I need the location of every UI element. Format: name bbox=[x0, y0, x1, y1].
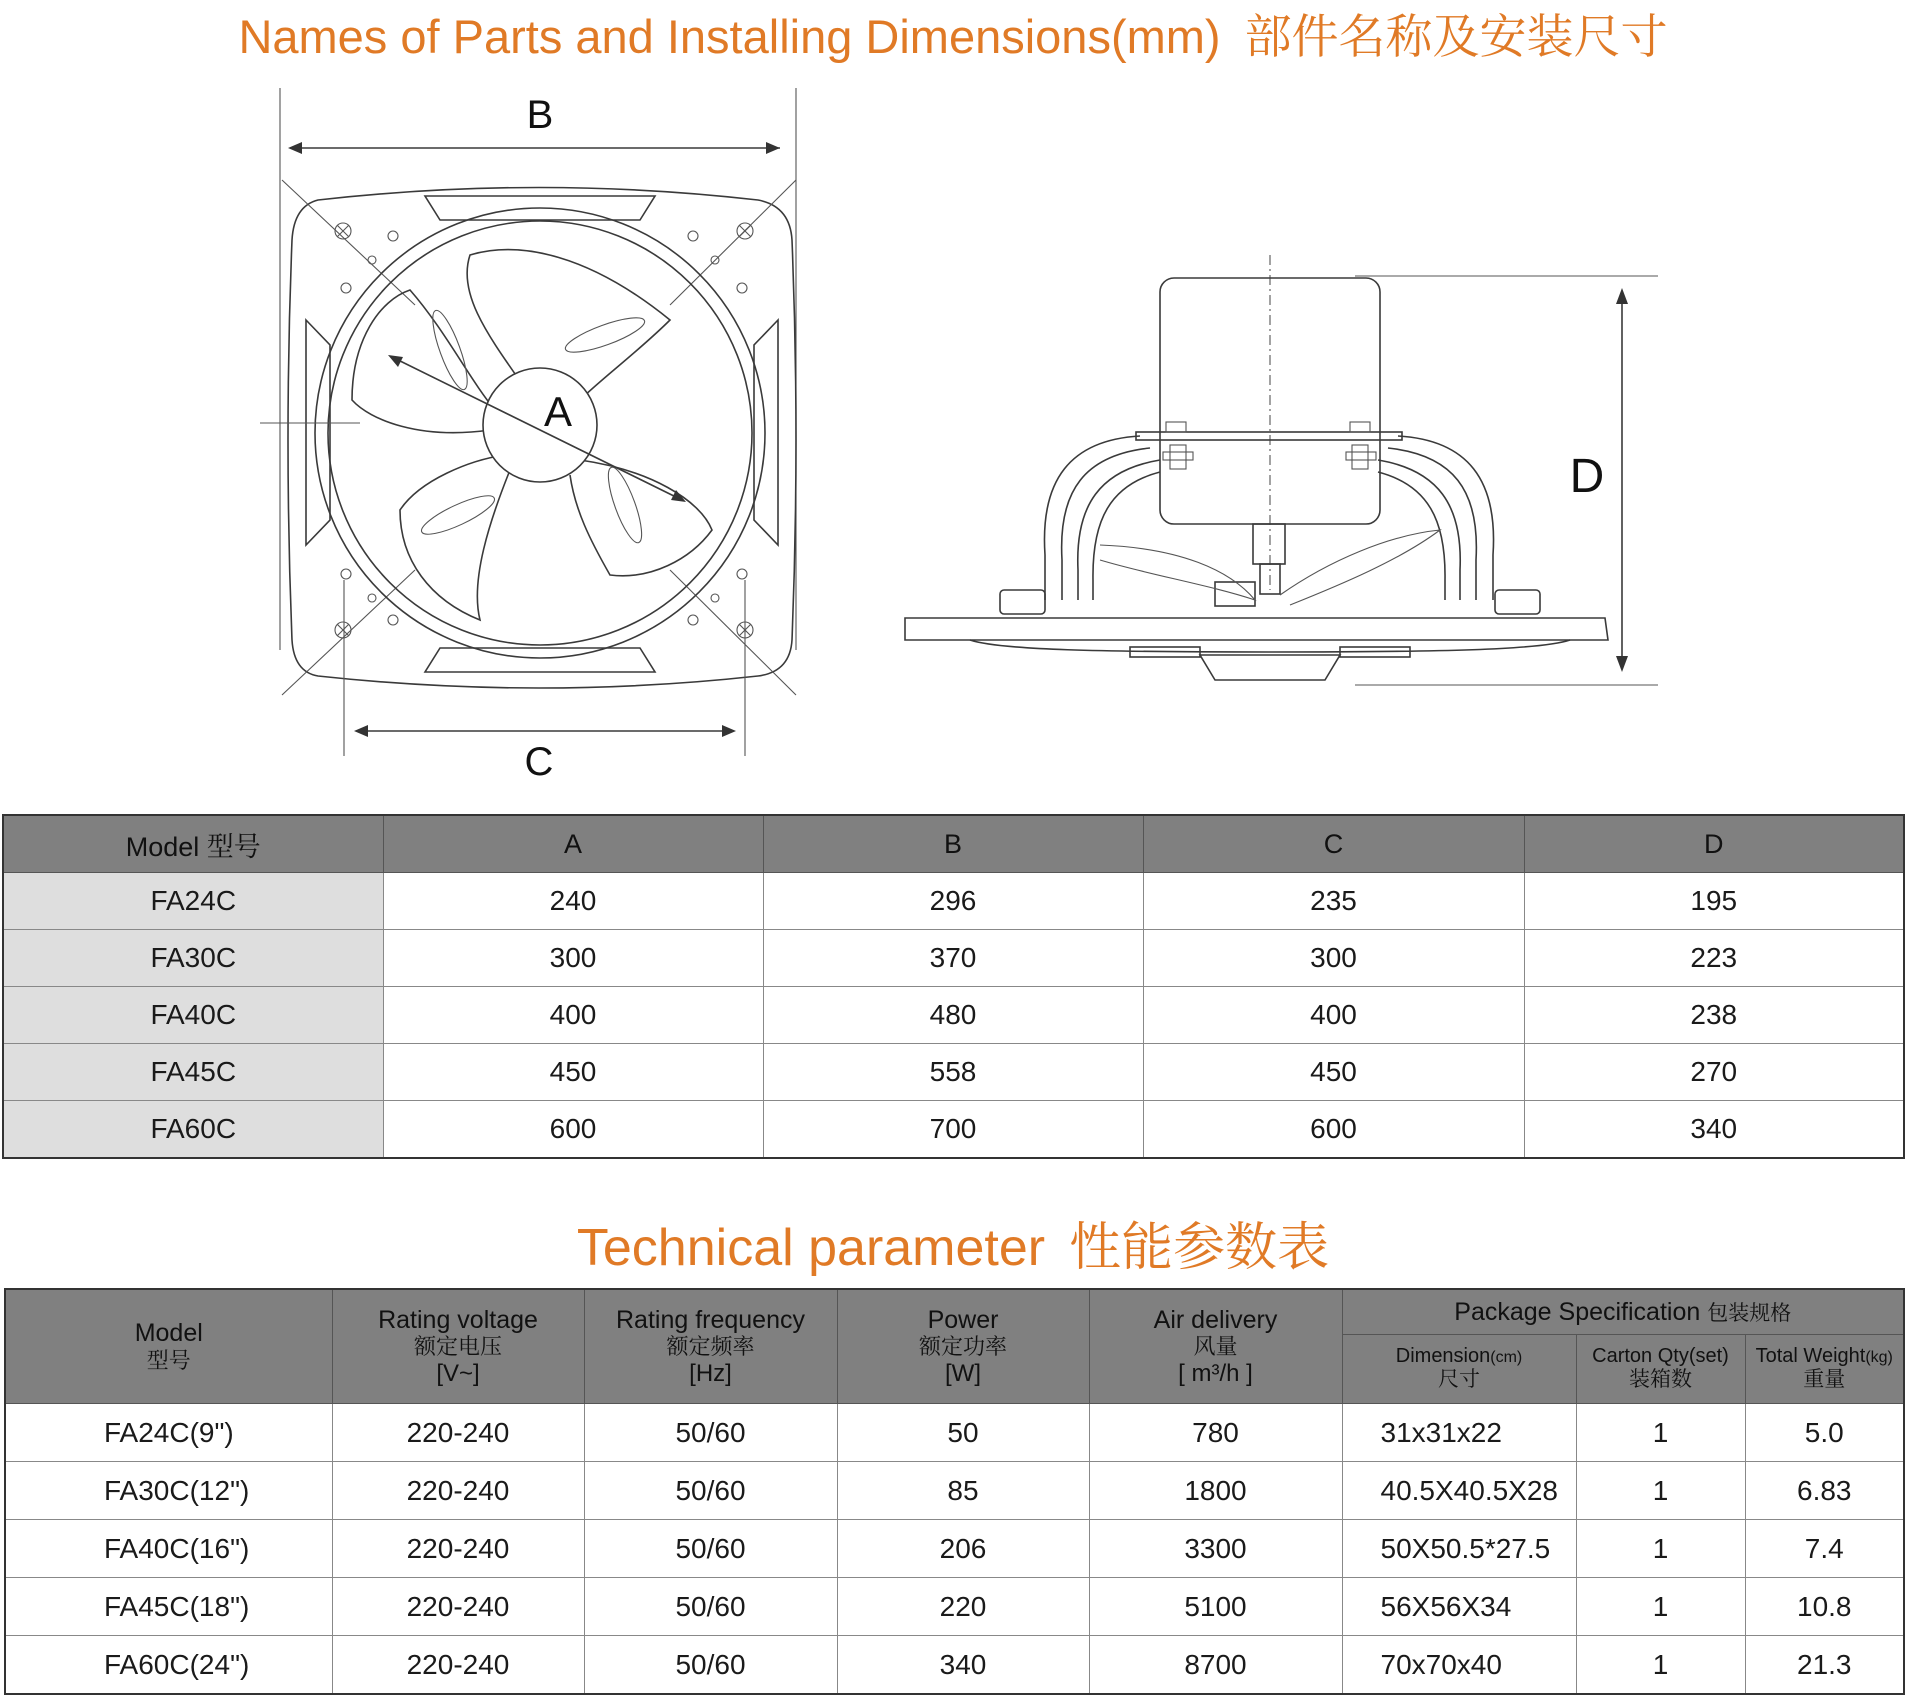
table-row bbox=[3, 987, 1904, 1044]
header-air-en: Air delivery bbox=[1153, 1305, 1278, 1334]
header-package bbox=[1342, 1289, 1904, 1335]
header-model-cn: 型号 bbox=[146, 1348, 191, 1374]
model-cell: FA30C(12") bbox=[5, 1462, 332, 1520]
table-row bbox=[5, 1520, 1904, 1578]
table-cell: 220 bbox=[837, 1578, 1089, 1636]
header-voltage-cn: 额定电压 bbox=[413, 1334, 502, 1360]
header-voltage-en: Rating voltage bbox=[378, 1305, 538, 1334]
table-cell: 70x70x40 bbox=[1342, 1636, 1576, 1695]
header-weight-unit: (kg) bbox=[1865, 1349, 1893, 1367]
table-cell: 1 bbox=[1576, 1636, 1745, 1695]
model-cell: FA24C(9") bbox=[5, 1404, 332, 1462]
table-cell: 220-240 bbox=[332, 1404, 584, 1462]
table-cell: 1 bbox=[1576, 1520, 1745, 1578]
header-dimension-cn: 尺寸 bbox=[1438, 1368, 1480, 1392]
header-weight-en: Total Weight bbox=[1755, 1345, 1866, 1368]
header-carton-qty bbox=[1576, 1335, 1745, 1404]
table-cell: 400 bbox=[1143, 987, 1524, 1044]
header-power bbox=[837, 1289, 1089, 1404]
header-b: B bbox=[763, 815, 1143, 873]
table-cell: 206 bbox=[837, 1520, 1089, 1578]
table-cell: 50 bbox=[837, 1404, 1089, 1462]
table-cell: 3300 bbox=[1089, 1520, 1342, 1578]
header-a: A bbox=[383, 815, 763, 873]
header-model-en: Model bbox=[134, 1319, 203, 1348]
table-cell: 300 bbox=[383, 930, 763, 987]
model-cell: FA30C bbox=[3, 930, 383, 987]
table-cell: 270 bbox=[1524, 1044, 1904, 1101]
table-cell: 600 bbox=[1143, 1101, 1524, 1159]
table-cell: 340 bbox=[1524, 1101, 1904, 1159]
table-cell: 1 bbox=[1576, 1404, 1745, 1462]
header-c: C bbox=[1143, 815, 1524, 873]
header-model: Model 型号 bbox=[3, 815, 383, 873]
table-cell: 10.8 bbox=[1745, 1578, 1904, 1636]
table-cell: 400 bbox=[383, 987, 763, 1044]
table-cell: 31x31x22 bbox=[1342, 1404, 1576, 1462]
table-cell: 50/60 bbox=[584, 1578, 837, 1636]
table-cell: 40.5X40.5X28 bbox=[1342, 1462, 1576, 1520]
header-frequency-cn: 额定频率 bbox=[666, 1334, 755, 1360]
header-d: D bbox=[1524, 815, 1904, 873]
table-cell: 1800 bbox=[1089, 1462, 1342, 1520]
table-cell: 50/60 bbox=[584, 1462, 837, 1520]
table-cell: 296 bbox=[763, 873, 1143, 930]
header-power-en: Power bbox=[927, 1305, 999, 1334]
header-package-cn: 包装规格 bbox=[1707, 1301, 1792, 1325]
technical-title-en: Technical parameter bbox=[576, 1219, 1046, 1277]
table-cell: 223 bbox=[1524, 930, 1904, 987]
technical-title-cn: 性能参数表 bbox=[1069, 1219, 1330, 1277]
table-cell: 220-240 bbox=[332, 1636, 584, 1695]
header-power-cn: 额定功率 bbox=[918, 1334, 1007, 1360]
tech-header-row-1 bbox=[5, 1289, 1904, 1335]
table-row bbox=[5, 1578, 1904, 1636]
table-cell: 85 bbox=[837, 1462, 1089, 1520]
header-power-unit: [W] bbox=[945, 1359, 981, 1387]
table-cell: 50/60 bbox=[584, 1636, 837, 1695]
header-dimension bbox=[1342, 1335, 1576, 1404]
dimensions-table bbox=[2, 814, 1905, 1159]
header-air-cn: 风量 bbox=[1193, 1334, 1238, 1360]
model-cell: FA24C bbox=[3, 873, 383, 930]
table-cell: 1 bbox=[1576, 1578, 1745, 1636]
header-dimension-unit: (cm) bbox=[1490, 1349, 1523, 1367]
table-cell: 220-240 bbox=[332, 1462, 584, 1520]
table-row bbox=[3, 930, 1904, 987]
table-row bbox=[3, 1101, 1904, 1159]
fan-side-view-drawing bbox=[900, 250, 1670, 700]
label-c: C bbox=[524, 740, 554, 784]
header-voltage-unit: [V~] bbox=[436, 1359, 480, 1387]
table-cell: 5.0 bbox=[1745, 1404, 1904, 1462]
model-cell: FA60C(24") bbox=[5, 1636, 332, 1695]
table-cell: 50/60 bbox=[584, 1404, 837, 1462]
header-dimension-en: Dimension bbox=[1395, 1345, 1491, 1368]
table-cell: 240 bbox=[383, 873, 763, 930]
model-cell: FA40C bbox=[3, 987, 383, 1044]
header-frequency-en: Rating frequency bbox=[615, 1305, 805, 1334]
header-air-delivery bbox=[1089, 1289, 1342, 1404]
header-frequency bbox=[584, 1289, 837, 1404]
table-cell: 220-240 bbox=[332, 1578, 584, 1636]
header-weight-cn: 重量 bbox=[1803, 1368, 1846, 1392]
table-cell: 50X50.5*27.5 bbox=[1342, 1520, 1576, 1578]
table-cell: 450 bbox=[1143, 1044, 1524, 1101]
header-total-weight bbox=[1745, 1335, 1904, 1404]
table-cell: 50/60 bbox=[584, 1520, 837, 1578]
label-b: B bbox=[526, 93, 554, 137]
table-cell: 450 bbox=[383, 1044, 763, 1101]
table-cell: 480 bbox=[763, 987, 1143, 1044]
model-cell: FA60C bbox=[3, 1101, 383, 1159]
table-cell: 8700 bbox=[1089, 1636, 1342, 1695]
table-cell: 340 bbox=[837, 1636, 1089, 1695]
table-cell: 370 bbox=[763, 930, 1143, 987]
table-cell: 220-240 bbox=[332, 1520, 584, 1578]
header-air-unit: [ m³/h ] bbox=[1178, 1359, 1253, 1387]
table-cell: 56X56X34 bbox=[1342, 1578, 1576, 1636]
table-row bbox=[5, 1636, 1904, 1695]
table-cell: 600 bbox=[383, 1101, 763, 1159]
header-voltage bbox=[332, 1289, 584, 1404]
table-cell: 6.83 bbox=[1745, 1462, 1904, 1520]
table-cell: 238 bbox=[1524, 987, 1904, 1044]
header-frequency-unit: [Hz] bbox=[689, 1359, 732, 1387]
model-cell: FA45C(18") bbox=[5, 1578, 332, 1636]
label-d: D bbox=[1569, 450, 1605, 503]
table-cell: 700 bbox=[763, 1101, 1143, 1159]
header-package-en: Package Specification bbox=[1454, 1297, 1701, 1326]
table-cell: 300 bbox=[1143, 930, 1524, 987]
dimensions-title bbox=[0, 0, 1906, 67]
table-cell: 1 bbox=[1576, 1462, 1745, 1520]
header-model bbox=[5, 1289, 332, 1404]
table-row bbox=[3, 873, 1904, 930]
table-cell: 195 bbox=[1524, 873, 1904, 930]
technical-parameter-table bbox=[4, 1288, 1905, 1695]
dimensions-title-en: Names of Parts and Installing Dimensions(mm) bbox=[238, 10, 1221, 63]
dimensions-header-row bbox=[3, 815, 1904, 873]
table-row bbox=[5, 1404, 1904, 1462]
table-row bbox=[3, 1044, 1904, 1101]
table-cell: 5100 bbox=[1089, 1578, 1342, 1636]
technical-title bbox=[0, 1205, 1906, 1280]
table-cell: 235 bbox=[1143, 873, 1524, 930]
header-carton-en: Carton Qty(set) bbox=[1592, 1345, 1729, 1368]
table-cell: 21.3 bbox=[1745, 1636, 1904, 1695]
table-row bbox=[5, 1462, 1904, 1520]
header-carton-cn: 装箱数 bbox=[1629, 1368, 1692, 1392]
model-cell: FA45C bbox=[3, 1044, 383, 1101]
table-cell: 558 bbox=[763, 1044, 1143, 1101]
label-a: A bbox=[543, 388, 573, 435]
table-cell: 7.4 bbox=[1745, 1520, 1904, 1578]
table-cell: 780 bbox=[1089, 1404, 1342, 1462]
model-cell: FA40C(16") bbox=[5, 1520, 332, 1578]
dimensions-title-cn: 部件名称及安装尺寸 bbox=[1244, 10, 1668, 63]
fan-front-view-drawing bbox=[255, 80, 815, 784]
